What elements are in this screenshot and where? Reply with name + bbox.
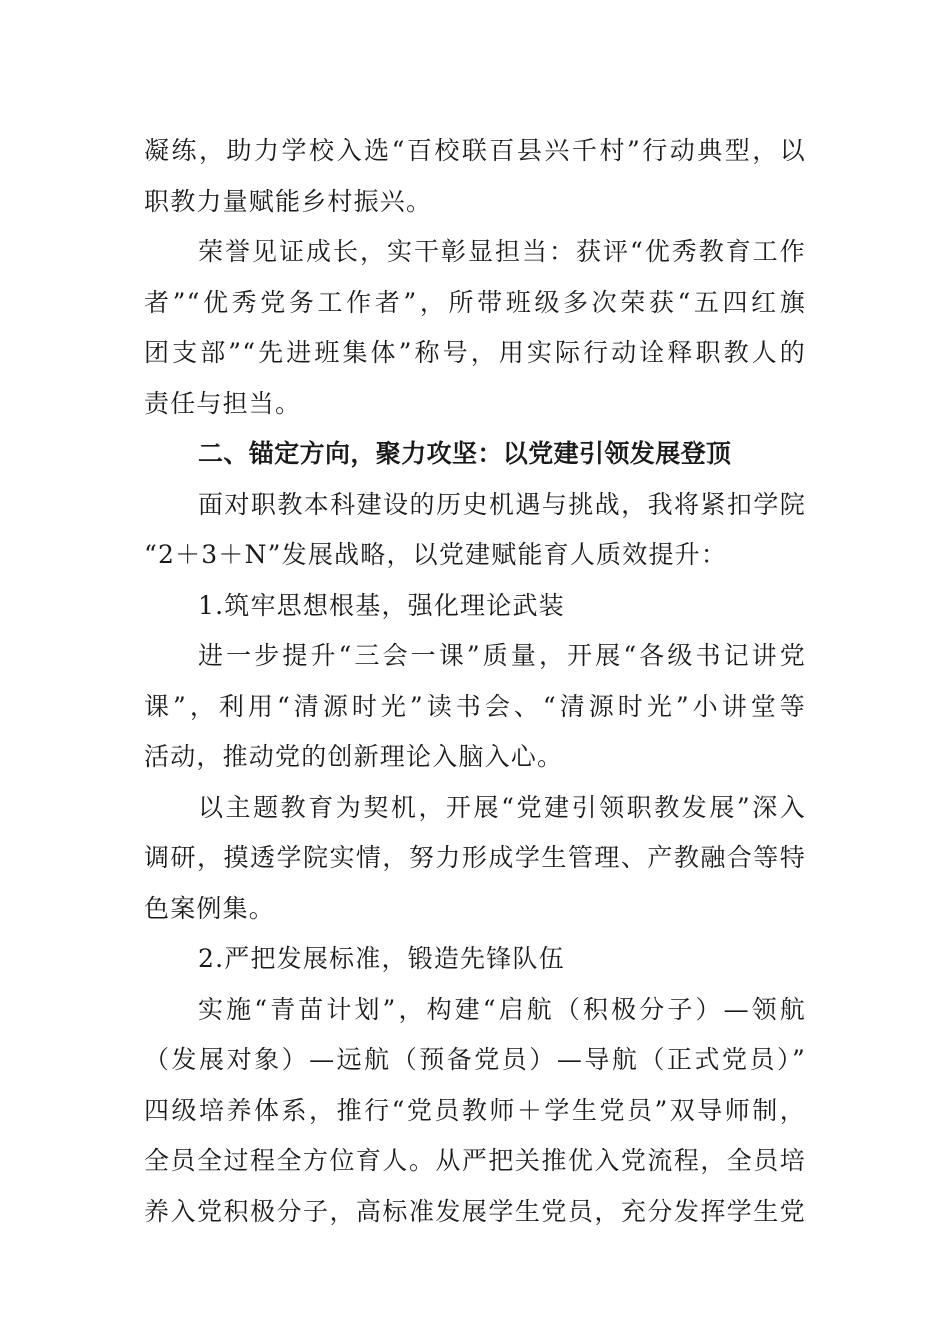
paragraph-line: 全员全过程全方位育人。从严把关推优入党流程，全员培 [144,1146,806,1175]
paragraph-line: “2＋3＋N”发展战略，以党建赋能育人质效提升： [144,540,728,569]
paragraph-line: 四级培养体系，推行“党员教师＋学生党员”双导师制， [144,1095,806,1125]
paragraph-line: 荣誉见证成长，实干彰显担当：获评“优秀教育工作 [198,237,806,266]
paragraph-line: 活动，推动党的创新理论入脑入心。 [144,742,564,771]
paragraph-line: 进一步提升“三会一课”质量，开展“各级书记讲党 [198,641,806,670]
paragraph-line: （发展对象）—远航（预备党员）—导航（正式党员）” [144,1045,806,1074]
subsection-heading: 2.严把发展标准，锻造先锋队伍 [198,944,565,973]
section-heading: 二、锚定方向，聚力攻坚：以党建引领发展登顶 [198,439,732,468]
subsection-heading: 1.筑牢思想根基，强化理论武装 [198,590,565,620]
paragraph-line: 凝练，助力学校入选“百校联百县兴千村”行动典型，以 [144,136,806,165]
paragraph-line: 调研，摸透学院实情，努力形成学生管理、产教融合等特 [144,843,806,872]
paragraph-line: 课”，利用“清源时光”读书会、“清源时光”小讲堂等 [144,691,806,721]
paragraph-line: 面对职教本科建设的历史机遇与挑战，我将紧扣学院 [198,489,806,519]
paragraph-line: 色案例集。 [144,893,276,923]
paragraph-line: 职教力量赋能乡村振兴。 [144,186,433,216]
paragraph-line: 养入党积极分子，高标准发展学生党员，充分发挥学生党 [144,1196,806,1226]
paragraph-line: 者”“优秀党务工作者”，所带班级多次荣获“五四红旗 [144,287,806,317]
document-body [144,126,806,1237]
paragraph-line: 责任与担当。 [144,388,302,418]
paragraph-line: 团支部”“先进班集体”称号，用实际行动诠释职教人的 [144,338,806,367]
paragraph-line: 实施“青苗计划”，构建“启航（积极分子）—领航 [198,994,806,1024]
paragraph-line: 以主题教育为契机，开展“党建引领职教发展”深入 [198,792,806,822]
